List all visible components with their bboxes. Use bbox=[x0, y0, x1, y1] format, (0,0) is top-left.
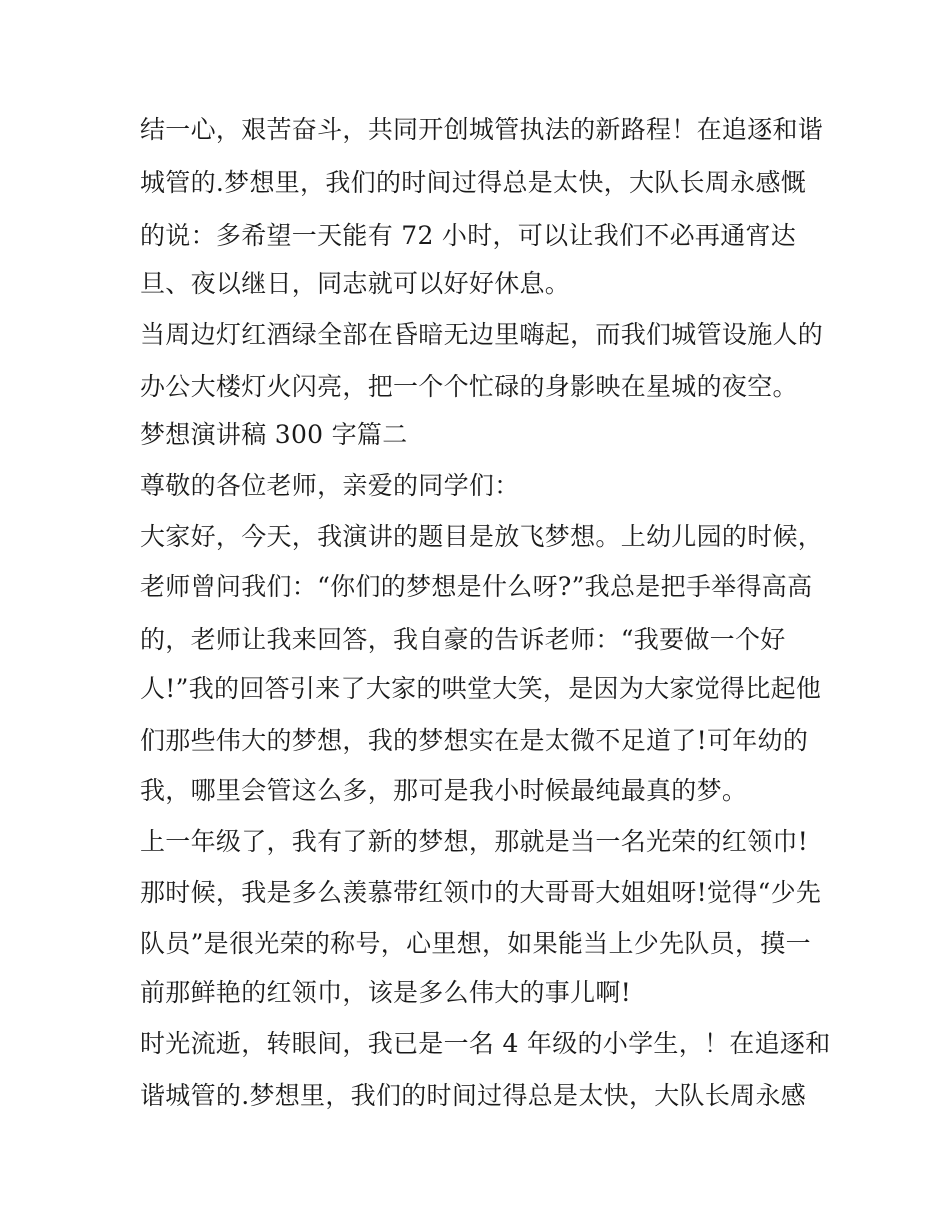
text-line: 办公大楼灯火闪亮，把一个个忙碌的身影映在星城的夜空。 bbox=[140, 372, 798, 401]
section-heading: 梦想演讲稿 300 字篇二 bbox=[140, 420, 408, 449]
text-line: 队员”是很光荣的称号，心里想，如果能当上少先队员，摸一 bbox=[140, 929, 811, 958]
text-line: 时光流逝，转眼间，我已是一名 4 年级的小学生，！在追逐和 bbox=[140, 1029, 831, 1058]
text-line: 的说：多希望一天能有 72 小时，可以让我们不必再通宵达 bbox=[140, 221, 797, 250]
text-line: 的，老师让我来回答，我自豪的告诉老师：“我要做一个好 bbox=[140, 625, 786, 654]
text-line: 结一心，艰苦奋斗，共同开创城管执法的新路程！在追逐和谐 bbox=[140, 115, 824, 144]
text-line: 旦、夜以继日，同志就可以好好休息。 bbox=[140, 269, 571, 298]
text-line: 老师曾问我们：“你们的梦想是什么呀?”我总是把手举得高高 bbox=[140, 572, 813, 601]
text-line: 那时候，我是多么羡慕带红领巾的大哥哥大姐姐呀!觉得“少先 bbox=[140, 878, 822, 907]
text-line: 大家好，今天，我演讲的题目是放飞梦想。上幼儿园的时候， bbox=[140, 522, 824, 551]
text-line: 人!”我的回答引来了大家的哄堂大笑，是因为大家觉得比起他 bbox=[140, 674, 822, 703]
salutation: 尊敬的各位老师，亲爱的同学们： bbox=[140, 471, 520, 500]
text-line: 前那鲜艳的红领巾，该是多么伟大的事儿啊! bbox=[140, 978, 632, 1007]
text-line: 我，哪里会管这么多，那可是我小时候最纯最真的梦。 bbox=[140, 776, 748, 805]
text-line: 城管的.梦想里，我们的时间过得总是太快，大队长周永感慨 bbox=[140, 168, 807, 197]
text-line: 们那些伟大的梦想，我的梦想实在是太微不足道了!可年幼的 bbox=[140, 726, 809, 755]
text-line: 谐城管的.梦想里，我们的时间过得总是太快，大队长周永感 bbox=[140, 1081, 807, 1110]
text-line: 上一年级了，我有了新的梦想，那就是当一名光荣的红领巾! bbox=[140, 827, 809, 856]
text-line: 当周边灯红酒绿全部在昏暗无边里嗨起，而我们城管设施人的 bbox=[140, 320, 824, 349]
